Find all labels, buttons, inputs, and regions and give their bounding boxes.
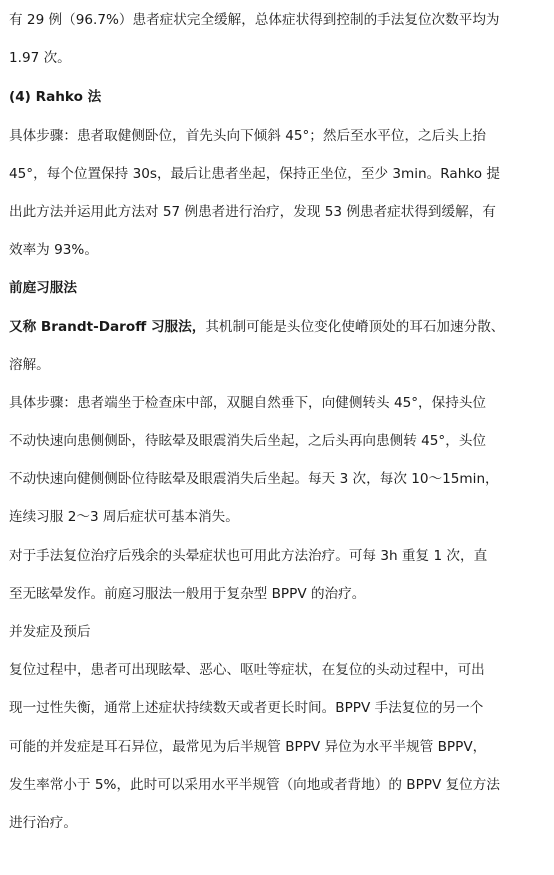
paragraph-line: 溶解。 bbox=[9, 357, 50, 373]
paragraph-line: 1.97 次。 bbox=[9, 50, 71, 66]
paragraph-line: 连续习服 2～3 周后症状可基本消失。 bbox=[9, 509, 239, 525]
paragraph-line: 现一过性失衡，通常上述症状持续数天或者更长时间。BPPV 手法复位的另一个 bbox=[9, 700, 484, 716]
paragraph-line: 有 29 例（96.7%）患者症状完全缓解，总体症状得到控制的手法复位次数平均为 bbox=[9, 12, 500, 28]
paragraph-line: 不动快速向健侧侧卧位待眩晕及眼震消失后坐起。每天 3 次，每次 10～15min， bbox=[9, 471, 499, 487]
paragraph-line: 对于手法复位治疗后残余的头晕症状也可用此方法治疗。可每 3h 重复 1 次，直 bbox=[9, 548, 488, 564]
paragraph-line: 复位过程中，患者可出现眩晕、恶心、呕吐等症状，在复位的头动过程中，可出 bbox=[9, 662, 485, 678]
paragraph-line: 45°，每个位置保持 30s，最后让患者坐起，保持正坐位，至少 3min。Rahko 提 bbox=[9, 166, 500, 182]
section-heading-complications: 并发症及预后 bbox=[9, 624, 91, 640]
paragraph-line: 出此方法并运用此方法对 57 例患者进行治疗，发现 53 例患者症状得到缓解，有 bbox=[9, 204, 496, 220]
paragraph-line bbox=[9, 317, 545, 337]
paragraph-line: 效率为 93%。 bbox=[9, 242, 98, 258]
section-heading-vestibular: 前庭习服法 bbox=[9, 280, 77, 296]
line-continuation: 其机制可能是头位变化使嵴顶处的耳石加速分散、 bbox=[205, 319, 505, 335]
paragraph-line: 具体步骤：患者端坐于检查床中部，双腿自然垂下，向健侧转头 45°，保持头位 bbox=[9, 395, 487, 411]
section-heading-rahko: (4) Rahko 法 bbox=[9, 89, 102, 105]
paragraph-line: 不动快速向患侧侧卧，待眩晕及眼震消失后坐起，之后头再向患侧转 45°，头位 bbox=[9, 433, 487, 449]
paragraph-line: 进行治疗。 bbox=[9, 815, 77, 831]
paragraph-line: 可能的并发症是耳石异位，最常见为后半规管 BPPV 异位为水平半规管 BPPV， bbox=[9, 739, 487, 755]
paragraph-line: 具体步骤：患者取健侧卧位，首先头向下倾斜 45°；然后至水平位，之后头上抬 bbox=[9, 128, 487, 144]
paragraph-line: 至无眩晕发作。前庭习服法一般用于复杂型 BPPV 的治疗。 bbox=[9, 586, 366, 602]
paragraph-line: 发生率常小于 5%，此时可以采用水平半规管（向地或者背地）的 BPPV 复位方法 bbox=[9, 777, 500, 793]
bold-lead-in: 又称 Brandt-Daroff 习服法， bbox=[9, 319, 206, 335]
